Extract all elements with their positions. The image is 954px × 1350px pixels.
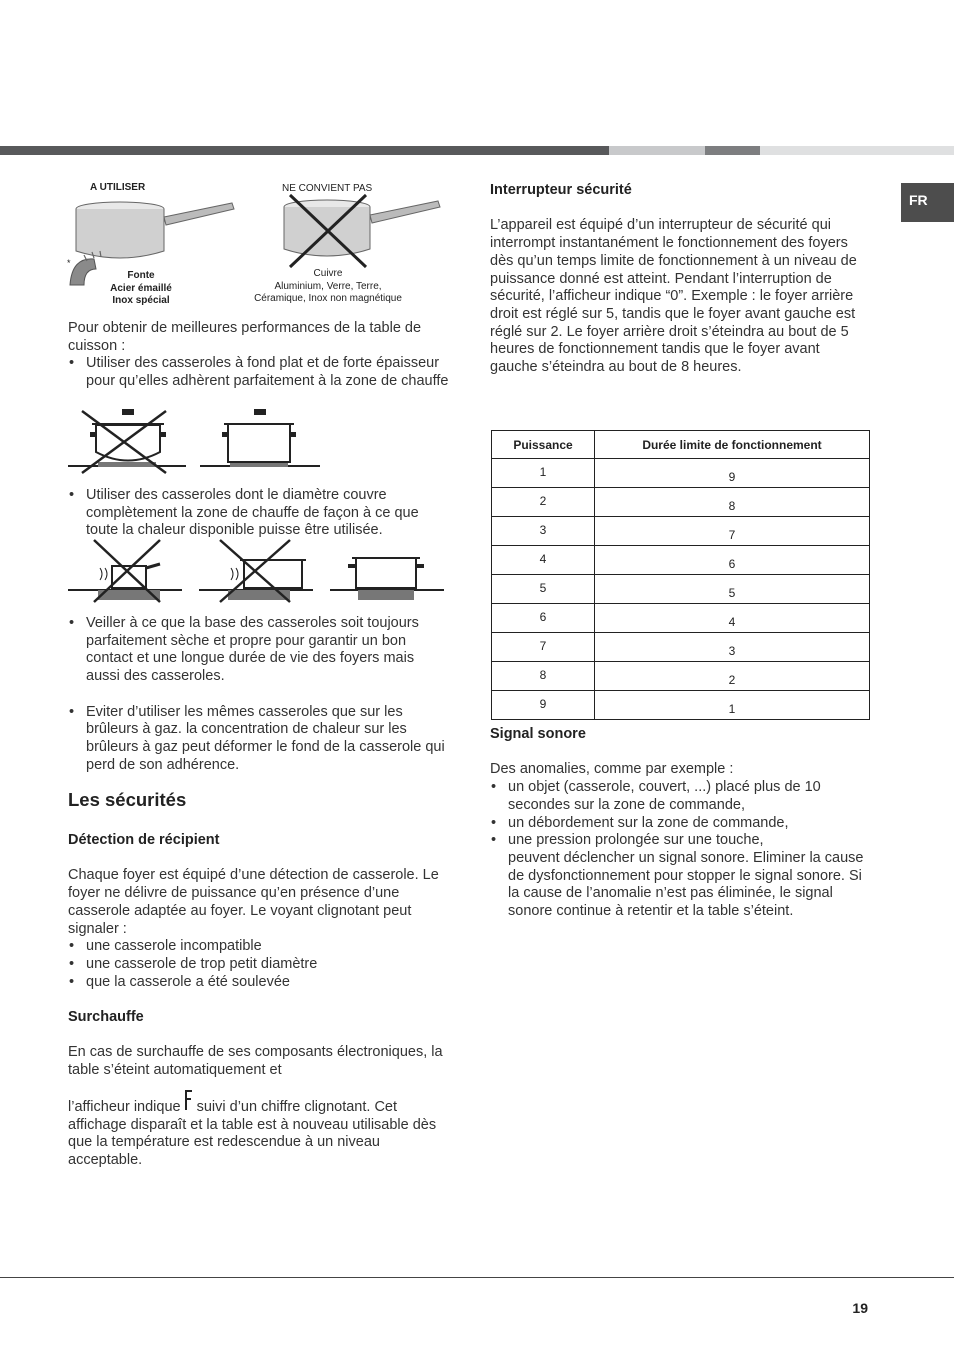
signal-bullet-3: • une pression prolongée sur une touche, xyxy=(490,832,870,850)
surchauffe-text-1: En cas de surchauffe de ses composants électroniques, la table s’éteint automatiquement et xyxy=(68,1044,443,1079)
diameter-block xyxy=(68,487,450,540)
interrupteur-text: L’appareil est équipé d’un interrupteur de sécurité qui interrompt instantanément le fonctionnement des foyers dès qu’un temps limite de fonctionnement à un niveau de puissance donné est atteint. Pendant l’interruption de sécurité, l’afficheur indique “0”. Exemple : le foyer arrière droit est réglé sur 5, tandis que le foyer avant gauche est réglé sur 2. Le foyer arrière droit s’éteindra au bout de 5 heures de fonctionnement tandis que le foyer avant gauche s’éteindra au bout de 8 heures. xyxy=(490,217,857,376)
table-row xyxy=(492,691,870,720)
cell-duree: 5 xyxy=(595,575,870,604)
cell-puissance: 9 xyxy=(492,691,595,720)
signal-intro: Des anomalies, comme par exemple : xyxy=(490,761,734,778)
surchauffe-section xyxy=(68,1009,450,1080)
duration-table xyxy=(491,430,870,720)
section-title: Les sécurités xyxy=(68,789,187,810)
table-header-row xyxy=(492,431,870,459)
cell-puissance: 3 xyxy=(492,517,595,546)
page-number: 19 xyxy=(852,1300,868,1316)
table-row xyxy=(492,575,870,604)
flat-bottom-illustration xyxy=(68,407,328,477)
cell-puissance: 5 xyxy=(492,575,595,604)
footer-rule xyxy=(0,1277,954,1278)
table-row xyxy=(492,662,870,691)
asterisk-mark: * xyxy=(67,258,71,268)
diameter-illustration xyxy=(68,538,448,604)
surchauffe-text-2a: l’afficheur indique xyxy=(68,1099,181,1115)
detection-bullet-1: • une casserole incompatible xyxy=(68,938,450,956)
col-header-puissance: Puissance xyxy=(492,431,595,459)
detection-bullet-2: • une casserole de trop petit diamètre xyxy=(68,956,450,974)
cell-puissance: 6 xyxy=(492,604,595,633)
table-row xyxy=(492,633,870,662)
cell-puissance: 2 xyxy=(492,488,595,517)
surchauffe-title: Surchauffe xyxy=(68,1009,144,1025)
detection-text: Chaque foyer est équipé d’une détection de casserole. Le foyer ne délivre de puissance qu’en présence d’une casserole adaptée au foyer. Le voyant clignotant peut signaler : xyxy=(68,867,439,937)
signal-continuation: peuvent déclencher un signal sonore. Eliminer la cause de dysfonctionnement pour stopper le signal sonore. Si la cause de l’anomalie n’est pas éliminée, le signal sonore continue à retentir et la table s’éteint. xyxy=(508,849,864,920)
interrupteur-section xyxy=(490,182,870,377)
cell-duree: 2 xyxy=(595,662,870,691)
signal-section xyxy=(490,726,870,921)
interrupteur-title: Interrupteur sécurité xyxy=(490,182,632,198)
signal-title: Signal sonore xyxy=(490,726,586,742)
intro-block xyxy=(68,320,450,391)
material-acier: Acier émaillé xyxy=(110,282,172,294)
bullet-diameter: • Utiliser des casseroles dont le diamètre couvre complètement la zone de chauffe de façon à ce que toute la chaleur disponible puisse être utilisée. xyxy=(68,487,450,540)
table-row xyxy=(492,459,870,488)
table-row xyxy=(492,488,870,517)
securites-section xyxy=(68,791,450,809)
table-row xyxy=(492,604,870,633)
detection-bullet-3: • que la casserole a été soulevée xyxy=(68,974,450,992)
cell-duree: 3 xyxy=(595,633,870,662)
intro-text: Pour obtenir de meilleures performances de la table de cuisson : xyxy=(68,320,422,354)
label-a-utiliser: A UTILISER xyxy=(90,182,146,193)
label-ne-convient: NE CONVIENT PAS xyxy=(282,183,373,194)
header-color-bar xyxy=(0,146,954,155)
cell-duree: 1 xyxy=(595,691,870,720)
cell-puissance: 4 xyxy=(492,546,595,575)
bad-materials xyxy=(248,268,408,306)
material-fonte: Fonte xyxy=(127,270,155,281)
material-alu: Aluminium, Verre, Terre, xyxy=(274,280,382,292)
signal-bullet-1: • un objet (casserole, couvert, ...) placé plus de 10 secondes sur la zone de commande, xyxy=(490,779,870,814)
good-materials xyxy=(104,270,178,308)
material-inox: Inox spécial xyxy=(112,295,170,306)
bullet-flat-bottom: • Utiliser des casseroles à fond plat et de forte épaisseur pour qu’elles adhèrent parfaitement à la zone de chauffe xyxy=(68,355,450,390)
bad-pan-illustration xyxy=(270,193,450,273)
cell-duree: 8 xyxy=(595,488,870,517)
surchauffe-text-2b: suivi d’un chiffre clignotant. Cet affichage disparaît et la table est à nouveau utilisable dès que la température est redescendue à un niveau acceptable. xyxy=(68,1099,437,1169)
language-tab: FR xyxy=(901,183,954,222)
surchauffe-display-block xyxy=(68,1089,450,1170)
cell-duree: 7 xyxy=(595,517,870,546)
care-block xyxy=(68,615,450,774)
cell-duree: 9 xyxy=(595,459,870,488)
cell-duree: 6 xyxy=(595,546,870,575)
material-cuivre: Cuivre xyxy=(313,268,343,279)
material-ceramique: Céramique, Inox non magnétique xyxy=(254,293,402,304)
f-segment-icon xyxy=(183,1089,193,1111)
col-header-duree: Durée limite de fonctionnement xyxy=(595,431,870,459)
detection-title: Détection de récipient xyxy=(68,832,220,848)
cell-duree: 4 xyxy=(595,604,870,633)
detection-section xyxy=(68,832,450,991)
bullet-dry-base: • Veiller à ce que la base des casseroles soit toujours parfaitement sèche et propre pour garantir un bon contact et une longue durée de vie des foyers mais aussi des casseroles. xyxy=(68,615,450,686)
table-row xyxy=(492,546,870,575)
table-row xyxy=(492,517,870,546)
signal-bullet-2: • un débordement sur la zone de commande, xyxy=(490,815,870,833)
bullet-gas-burners: • Eviter d’utiliser les mêmes casseroles que sur les brûleurs à gaz. la concentration de chaleur sur les brûleurs à gaz peut déformer le fond de la casserole qui perd de son adhérence. xyxy=(68,704,450,775)
cell-puissance: 1 xyxy=(492,459,595,488)
cell-puissance: 8 xyxy=(492,662,595,691)
cell-puissance: 7 xyxy=(492,633,595,662)
